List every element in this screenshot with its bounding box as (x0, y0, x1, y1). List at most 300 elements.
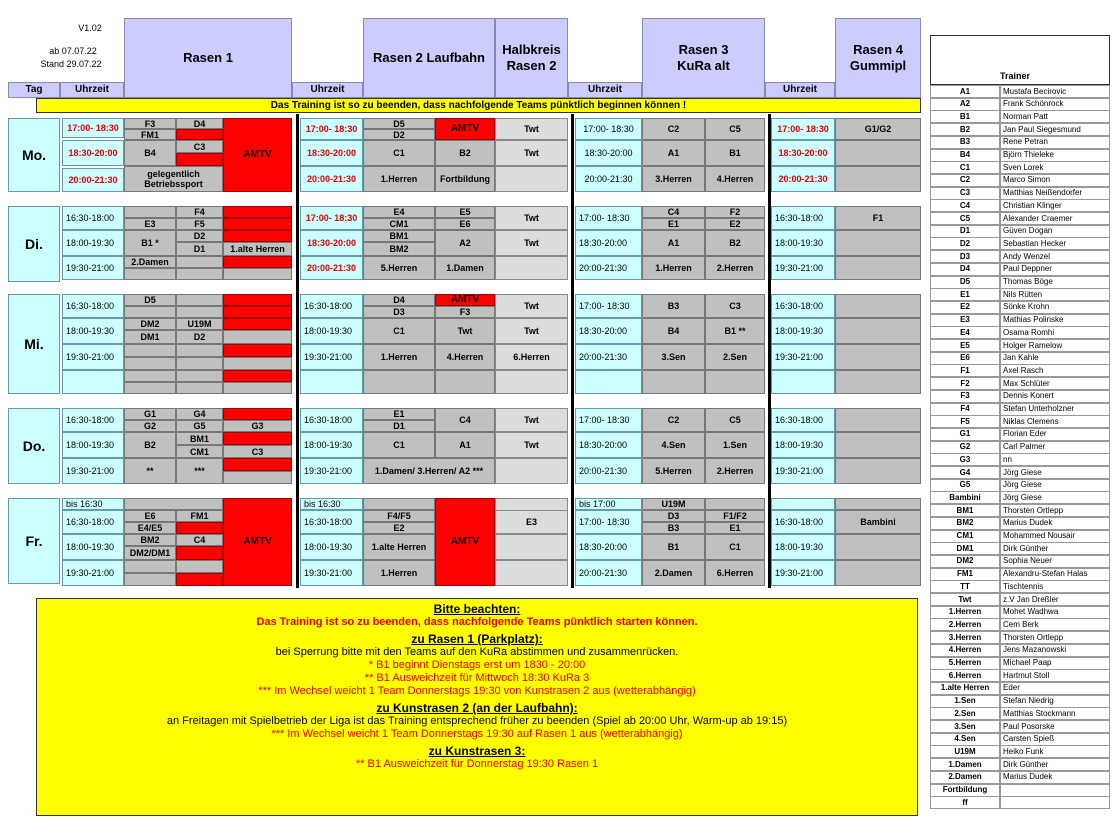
do-1: 18:00-19:30 (62, 432, 124, 458)
fr-51: Bambini (835, 510, 921, 534)
fr-32: bis 17:00 (575, 498, 642, 510)
di-48: 19:30-21:00 (771, 256, 835, 280)
trainer-team-code: Fortbildung (930, 784, 1000, 797)
mo-r1-3 (176, 129, 223, 140)
fr-0: bis 16:30 (62, 498, 124, 510)
header-uhrzeit-4: Uhrzeit (765, 82, 835, 98)
di-43: B2 (705, 230, 765, 256)
trainer-name (1000, 796, 1110, 809)
mi-28: 16:30-18:00 (300, 294, 363, 318)
do-21: E1 (363, 408, 435, 420)
trainer-team-code: E3 (930, 314, 1000, 327)
mi-14 (223, 318, 292, 330)
trainer-team-code: 2.Herren (930, 618, 1000, 631)
mi-7 (176, 306, 223, 318)
fr-8 (176, 522, 223, 534)
di-19 (223, 268, 292, 280)
day-label-1: Di. (8, 206, 60, 282)
trainer-team-code: C2 (930, 174, 1000, 187)
di-39: E1 (642, 218, 705, 230)
trainer-team-code: A1 (930, 85, 1000, 98)
trainer-team-code: F4 (930, 403, 1000, 416)
fr-2: 18:00-19:30 (62, 534, 124, 560)
trainer-team-code: B1 (930, 110, 1000, 123)
trainer-team-code: 3.Herren (930, 631, 1000, 644)
di-47: 18:00-19:30 (771, 230, 835, 256)
mo-hk-0: Twt (495, 118, 568, 140)
mi-17 (124, 357, 176, 370)
trainer-team-code: G3 (930, 453, 1000, 466)
mo-r4-2 (835, 166, 921, 192)
trainer-team-code: E6 (930, 352, 1000, 365)
trainer-name: Eder (1000, 682, 1110, 695)
do-26: 1.Damen/ 3.Herren/ A2 *** (363, 458, 495, 484)
mi-24 (176, 370, 223, 382)
di-36: 18:30-20:00 (575, 230, 642, 256)
column-separator (296, 114, 299, 588)
mi-37: Twt (435, 318, 495, 344)
mi-26 (223, 370, 292, 382)
trainer-team-code: TT (930, 580, 1000, 593)
trainer-name: Sophia Neuer (1000, 555, 1110, 568)
fr-1: 16:30-18:00 (62, 510, 124, 534)
fr-33: 17:00- 18:30 (575, 510, 642, 534)
note-line: zu Kunstrasen 3: (428, 744, 526, 758)
di-27: BM1 (363, 230, 435, 242)
mi-53: B1 ** (705, 318, 765, 344)
trainer-name: Thorsten Ortlepp (1000, 631, 1110, 644)
trainer-team-code: F2 (930, 377, 1000, 390)
trainer-team-code: 1.Sen (930, 695, 1000, 708)
mi-60: 19:30-21:00 (771, 344, 835, 370)
trainer-team-code: 4.Sen (930, 733, 1000, 746)
mi-25 (176, 382, 223, 394)
note-line: zu Rasen 1 (Parkplatz): (411, 632, 543, 646)
fr-52 (835, 534, 921, 560)
do-42 (835, 408, 921, 432)
trainer-name: Niklas Clemens (1000, 415, 1110, 428)
fr-24: E2 (363, 522, 435, 534)
do-13: C3 (223, 445, 292, 458)
trainer-team-code: C4 (930, 199, 1000, 212)
trainer-name: Mohammed Nousair (1000, 530, 1110, 543)
mi-54: 3.Sen (642, 344, 705, 370)
trainer-team-code: DM1 (930, 542, 1000, 555)
mi-56 (642, 370, 705, 394)
mi-5 (124, 306, 176, 318)
trainer-team-code: Bambini (930, 491, 1000, 504)
di-15 (124, 268, 176, 280)
header-uhrzeit-2: Uhrzeit (292, 82, 363, 98)
mi-47: 18:30-20:00 (575, 318, 642, 344)
trainer-name: Mathias Polinske (1000, 314, 1110, 327)
di-0: 16:30-18:00 (62, 206, 124, 230)
mo-t1-1: 18:30-20:00 (62, 140, 124, 166)
mi-55: 2.Sen (705, 344, 765, 370)
trainer-team-code: G1 (930, 428, 1000, 441)
fr-27: AMTV (435, 498, 495, 586)
di-49: F1 (835, 206, 921, 230)
mi-29: 18:00-19:30 (300, 318, 363, 344)
fr-22 (363, 498, 435, 510)
fr-30 (495, 534, 568, 560)
trainer-team-code: BM2 (930, 517, 1000, 530)
trainer-name: Axel Rasch (1000, 364, 1110, 377)
fr-49: 19:30-21:00 (771, 560, 835, 586)
do-29 (495, 458, 568, 484)
mi-6 (176, 294, 223, 306)
fr-15 (176, 560, 223, 573)
trainer-name: Sönke Krohn (1000, 301, 1110, 314)
do-35: 4.Sen (642, 432, 705, 458)
mi-44: 6.Herren (495, 344, 568, 370)
trainer-team-code: E2 (930, 301, 1000, 314)
trainer-name: Marius Dudek (1000, 771, 1110, 784)
trainer-name: Carsten Spieß (1000, 733, 1110, 746)
mi-21 (223, 357, 292, 370)
header-tag: Tag (8, 82, 60, 98)
trainer-name: Andy Wenzel (1000, 250, 1110, 263)
fr-5: E6 (124, 510, 176, 522)
fr-29: E3 (495, 510, 568, 534)
mo-t3-1: 18:30-20:00 (575, 140, 642, 166)
mi-30: 19:30-21:00 (300, 344, 363, 370)
do-40: 18:00-19:30 (771, 432, 835, 458)
version-label: V1.02 (78, 23, 102, 33)
mi-49 (575, 370, 642, 394)
trainer-name: Jens Mazanowski (1000, 644, 1110, 657)
trainer-name: Max Schlüter (1000, 377, 1110, 390)
mo-r2-0: D5 (363, 118, 435, 129)
fr-9: BM2 (124, 534, 176, 546)
mo-r1-8: AMTV (223, 118, 292, 192)
di-46: 16:30-18:00 (771, 206, 835, 230)
trainer-team-code: E4 (930, 326, 1000, 339)
do-14: ** (124, 458, 176, 484)
di-2: 19:30-21:00 (62, 256, 124, 280)
trainer-team-code: D3 (930, 250, 1000, 263)
mo-t3-2: 20:00-21:30 (575, 166, 642, 192)
trainer-name: Dirk Günther (1000, 542, 1110, 555)
trainer-team-code: 6.Herren (930, 669, 1000, 682)
mi-39: 4.Herren (435, 344, 495, 370)
day-label-4: Fr. (8, 498, 60, 584)
do-17 (223, 471, 292, 484)
fr-36: U19M (642, 498, 705, 510)
note-line: ** B1 Ausweichzeit für Mittwoch 18:30 KuRa 3 (364, 672, 590, 684)
mi-20 (223, 344, 292, 357)
note-line: *** Im Wechsel weicht 1 Team Donnerstags 19:30 von Kunstrasen 2 aus (wetterabhängig) (258, 685, 696, 697)
trainer-name: Stefan Unterholzner (1000, 403, 1110, 416)
header-uhrzeit-1: Uhrzeit (60, 82, 124, 98)
fr-50 (835, 498, 921, 510)
fr-16 (176, 573, 223, 586)
di-10: D2 (176, 230, 223, 242)
mi-33: D3 (363, 306, 435, 318)
do-3: G1 (124, 408, 176, 420)
note-line: Das Training ist so zu beenden, dass nachfolgende Teams pünktlich starten können. (256, 616, 698, 628)
trainer-team-code: BM1 (930, 504, 1000, 517)
trainer-name: Thorsten Ortlepp (1000, 504, 1110, 517)
di-42: A1 (642, 230, 705, 256)
do-16 (223, 458, 292, 471)
day-label-3: Do. (8, 408, 60, 484)
trainer-team-code: D2 (930, 237, 1000, 250)
mi-40 (363, 370, 435, 394)
mo-r2-1: D2 (363, 129, 435, 140)
fr-48: 18:00-19:30 (771, 534, 835, 560)
mi-43: Twt (495, 318, 568, 344)
do-19: 18:00-19:30 (300, 432, 363, 458)
header-rasen-1: Rasen 1 (124, 18, 292, 98)
header-uhrzeit-3: Uhrzeit (568, 82, 642, 98)
trainer-name: Björn Thieleke (1000, 149, 1110, 162)
mi-46: 17:00- 18:30 (575, 294, 642, 318)
do-10: BM1 (176, 432, 223, 445)
do-6: G5 (176, 420, 223, 432)
di-50 (835, 230, 921, 256)
status-date-label: Stand 29.07.22 (40, 59, 102, 69)
mi-13: D2 (176, 330, 223, 344)
di-4: E3 (124, 218, 176, 230)
trainer-team-code: D5 (930, 276, 1000, 289)
column-separator (768, 114, 771, 588)
do-20: 19:30-21:00 (300, 458, 363, 484)
trainer-name: Alexandru-Stefan Halas (1000, 568, 1110, 581)
mi-12: U19M (176, 318, 223, 330)
mo-t1-0: 17:00- 18:30 (62, 118, 124, 138)
mo-r1-6 (176, 153, 223, 166)
di-37: 20:00-21:30 (575, 256, 642, 280)
warning-banner: Das Training ist so zu beenden, dass nachfolgende Teams pünktlich beginnen können ! (36, 98, 921, 113)
day-label-2: Mi. (8, 294, 60, 394)
trainer-name: Marco Simon (1000, 174, 1110, 187)
trainer-team-code: B4 (930, 149, 1000, 162)
mi-1: 18:00-19:30 (62, 318, 124, 344)
trainer-team-code: 5.Herren (930, 657, 1000, 670)
mi-45 (495, 370, 568, 394)
trainer-team-code: B3 (930, 136, 1000, 149)
mo-r1-0: F3 (124, 118, 176, 129)
mo-r1-7: gelegentlich Betriebssport (124, 166, 223, 192)
mi-10: DM2 (124, 318, 176, 330)
di-38: C4 (642, 206, 705, 218)
fr-44: 2.Damen (642, 560, 705, 586)
fr-40: F1/F2 (705, 510, 765, 522)
mi-58: 16:30-18:00 (771, 294, 835, 318)
trainer-team-code: 1.alte Herren (930, 682, 1000, 695)
trainer-name: Jörg Giese (1000, 491, 1110, 504)
trainer-team-code: G5 (930, 479, 1000, 492)
mi-0: 16:30-18:00 (62, 294, 124, 318)
di-7 (223, 206, 292, 218)
mo-r1-4: B4 (124, 140, 176, 166)
di-9: B1 * (124, 230, 176, 256)
trainer-team-code: D4 (930, 263, 1000, 276)
trainer-name: Michael Paap (1000, 657, 1110, 670)
trainer-name: Dennis Konert (1000, 390, 1110, 403)
fr-41: E1 (705, 522, 765, 534)
mo-r3-0: C2 (642, 118, 705, 140)
mo-r2-2: AMTV (435, 118, 495, 140)
di-22: 20:00-21:30 (300, 256, 363, 280)
fr-47: 16:30-18:00 (771, 510, 835, 534)
mi-15 (223, 330, 292, 344)
fr-20: 18:00-19:30 (300, 534, 363, 560)
mo-t3-0: 17:00- 18:30 (575, 118, 642, 140)
header-rasen-2: Rasen 2 Laufbahn (363, 18, 495, 98)
do-44 (835, 458, 921, 484)
di-33: Twt (495, 230, 568, 256)
mi-35: F3 (435, 306, 495, 318)
do-41: 19:30-21:00 (771, 458, 835, 484)
trainer-name (1000, 784, 1110, 797)
do-9: B2 (124, 432, 176, 458)
do-8: G3 (223, 420, 292, 432)
mo-t4-1: 18:30-20:00 (771, 140, 835, 166)
fr-25: 1.alte Herren (363, 534, 435, 560)
trainer-name: Osama Romhi (1000, 326, 1110, 339)
mi-38: 1.Herren (363, 344, 435, 370)
fr-42: B1 (642, 534, 705, 560)
do-28: Twt (495, 432, 568, 458)
di-3 (124, 206, 176, 218)
mo-r1-1: FM1 (124, 129, 176, 140)
do-30: 17:00- 18:30 (575, 408, 642, 432)
do-11: CM1 (176, 445, 223, 458)
mi-57 (705, 370, 765, 394)
mi-41 (435, 370, 495, 394)
di-18 (223, 256, 292, 268)
di-12 (223, 230, 292, 242)
trainer-name: Thomas Böge (1000, 276, 1110, 289)
trainer-team-code: B2 (930, 123, 1000, 136)
mi-27 (223, 382, 292, 394)
di-34 (495, 256, 568, 280)
do-36: 1.Sen (705, 432, 765, 458)
trainer-team-code: 1.Damen (930, 758, 1000, 771)
di-32: Twt (495, 206, 568, 230)
di-5: F4 (176, 206, 223, 218)
mi-16 (124, 344, 176, 357)
note-line: an Freitagen mit Spielbetrieb der Liga ist das Training entsprechend früher zu beenden (Spiel ab 20:00 Uhr, Warm-up ab 19:15) (166, 715, 788, 727)
fr-7: FM1 (176, 510, 223, 522)
trainer-team-code: 2.Sen (930, 707, 1000, 720)
mi-8 (223, 294, 292, 306)
fr-17: AMTV (223, 498, 292, 586)
note-line: bei Sperrung bitte mit den Teams auf den KuRa abstimmen und zusammenrücken. (275, 646, 679, 658)
fr-35: 20:00-21:30 (575, 560, 642, 586)
mo-r3-4: 3.Herren (642, 166, 705, 192)
mo-r3-5: 4.Herren (705, 166, 765, 192)
mi-34: AMTV (435, 294, 495, 306)
mo-r4-0: G1/G2 (835, 118, 921, 140)
mi-65 (835, 370, 921, 394)
trainer-name: Cem Berk (1000, 618, 1110, 631)
trainer-team-code: C3 (930, 187, 1000, 200)
do-22: D1 (363, 420, 435, 432)
trainer-team-code: U19M (930, 745, 1000, 758)
do-4: G2 (124, 420, 176, 432)
fr-12 (176, 546, 223, 560)
trainer-name: Hartmut Stoll (1000, 669, 1110, 682)
do-23: C4 (435, 408, 495, 432)
do-27: Twt (495, 408, 568, 432)
do-18: 16:30-18:00 (300, 408, 363, 432)
do-39: 16:30-18:00 (771, 408, 835, 432)
mo-hk-1: Twt (495, 140, 568, 166)
trainer-name: Paul Deppner (1000, 263, 1110, 276)
fr-18: bis 16:30 (300, 498, 363, 510)
trainer-name: nn (1000, 453, 1110, 466)
di-17 (176, 268, 223, 280)
do-15: *** (176, 458, 223, 484)
fr-53 (835, 560, 921, 586)
mi-22 (124, 370, 176, 382)
fr-43: C1 (705, 534, 765, 560)
mi-63 (835, 318, 921, 344)
di-1: 18:00-19:30 (62, 230, 124, 256)
trainer-team-code: G4 (930, 466, 1000, 479)
mo-r1-2: D4 (176, 118, 223, 129)
di-23: E4 (363, 206, 435, 218)
di-26: E6 (435, 218, 495, 230)
trainer-name: Jörg Giese (1000, 479, 1110, 492)
trainer-name: Matthias Neißendorfer (1000, 187, 1110, 200)
mi-62 (835, 294, 921, 318)
di-11: D1 (176, 242, 223, 256)
mi-64 (835, 344, 921, 370)
mo-r2-5: 1.Herren (363, 166, 435, 192)
mi-4: D5 (124, 294, 176, 306)
di-30: 5.Herren (363, 256, 435, 280)
di-29: A2 (435, 230, 495, 256)
mi-18 (176, 344, 223, 357)
trainer-team-code: CM1 (930, 530, 1000, 543)
fr-21: 19:30-21:00 (300, 560, 363, 586)
trainer-name: Güven Dogan (1000, 225, 1110, 238)
do-24: C1 (363, 432, 435, 458)
fr-26: 1.Herren (363, 560, 435, 586)
trainer-team-code: D1 (930, 225, 1000, 238)
di-13: 1.alte Herren (223, 242, 292, 256)
notes-box (36, 598, 918, 816)
di-24: CM1 (363, 218, 435, 230)
valid-from-label: ab 07.07.22 (49, 46, 97, 56)
header-rasen-4: Rasen 4 Gummipl (835, 18, 921, 98)
do-33: C2 (642, 408, 705, 432)
fr-4 (124, 498, 223, 510)
di-16 (176, 256, 223, 268)
mo-r1-5: C3 (176, 140, 223, 153)
di-28: BM2 (363, 242, 435, 256)
mi-32: D4 (363, 294, 435, 306)
do-5: G4 (176, 408, 223, 420)
trainer-name: Paul Posorske (1000, 720, 1110, 733)
mi-50: B3 (642, 294, 705, 318)
do-34: C5 (705, 408, 765, 432)
mi-52: B4 (642, 318, 705, 344)
trainer-name: Mustafa Becirovic (1000, 85, 1110, 98)
mo-r2-3: C1 (363, 140, 435, 166)
mi-36: C1 (363, 318, 435, 344)
do-25: A1 (435, 432, 495, 458)
trainer-team-code: E1 (930, 288, 1000, 301)
mi-23 (124, 382, 176, 394)
trainer-name: Heiko Funk (1000, 745, 1110, 758)
fr-10: DM2/DM1 (124, 546, 176, 560)
trainer-name: Frank Schönrock (1000, 98, 1110, 111)
